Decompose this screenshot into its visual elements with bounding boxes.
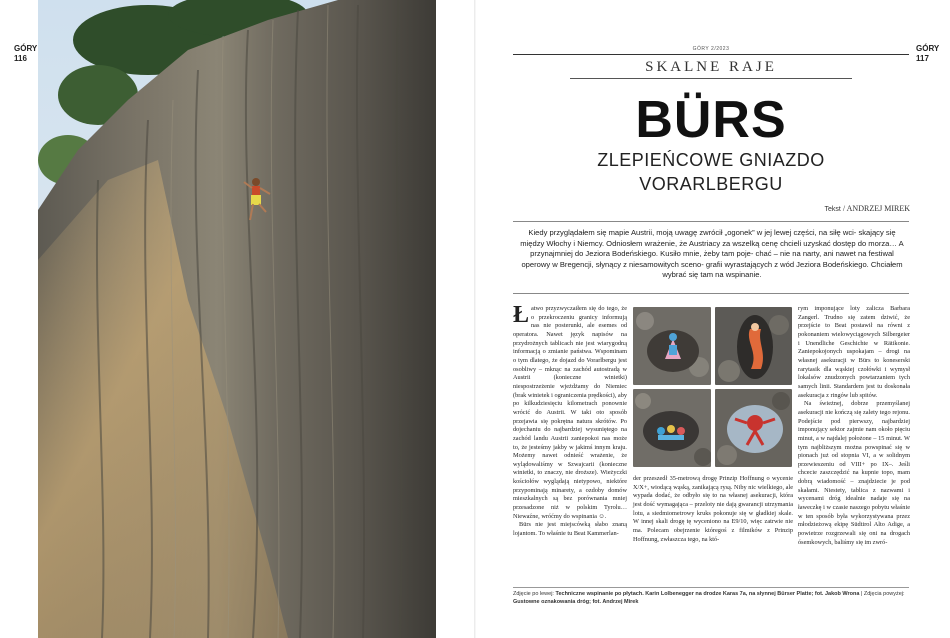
column-1-text: atwo przyzwyczaiłem się do tego, że o przekroczeniu granicy informują nas nie posterunki, ale esemes od operatora. Nawet język napisów na przydrożnych tablicach nie jest wiarygodną informacją o zmianie państwa. Wspominam o tym dlatego, że dojazd do Vorarlbergu jest osobliwy – mknąc na zachód autostradą w Austrii (konieczne winietki) niespostrzeżenie wjeżdżamy do Niemiec (brak winietek i ograniczenia prędkości), aby po kilkudziesięciu kilometrach ponownie wrócić do Austrii. W taki oto sposób przejawia się pokrętna natura skrótów. Po dojechaniu do najbardziej wysuniętego na zachód landu Austrii zaniepokoi nas może to, że jesteśmy jakby w jakimś innym kraju. Możemy nawet odnieść wrażenie, że wylądowaliśmy w Szwajcarii (konieczne winietki, to znaczy, nie droższe). Wieżyczki kościołów wyglądają nietypowo, niektóre przypominają minarety, a ozdoby domów mieszkalnych są bez porównania mniej przesadzone niż w polskim Tyrolu… Niewaźne, wróćmy do wspinania ☺. [513, 305, 627, 520]
header-rule-bottom [570, 78, 852, 79]
stone-photo-4 [715, 389, 792, 467]
stone-photo-2 [715, 307, 792, 385]
column-2: der przeszedł 35-metrową drogę Prinzip Hoffnung o wycenie X/X+, wiodącą wąską, zanikającą rysą. Niby nic wielkiego, ale wypada dodać, że odbyło się to na własnej asekuracji, która jest dość wymagająca – przeloty nie dają gwarancji utrzymania lotu, a siedmiometrowy kruks pokonuje się w gładkiej skale. W innej skali drogę tę wyceniono na E9/10, więc zatrwie nie ma. Polecam obejrzenie któregoś z filmików z Prinzip Hoffnung, zwłaszcza tego, na któ- [633, 475, 793, 543]
article-title: BÜRS [635, 91, 787, 149]
column-1-para-2: Bürs nie jest miejscówką słabo znaną lojantom. To właśnie tu Beat Kammerlan- [513, 521, 627, 538]
page-number-right: 117 [916, 54, 929, 63]
byline-author: / ANDRZEJ MIREK [842, 204, 910, 213]
subtitle-line-2: VORARLBERGU [639, 174, 783, 194]
lead-rule-bottom [513, 293, 909, 294]
magazine-logo-left: GÓRY [14, 44, 38, 53]
page-number-left: 116 [14, 54, 27, 63]
section-kicker: SKALNE RAJE [645, 59, 777, 75]
issue-label: GÓRY 2/2023 [692, 46, 730, 52]
column-3-para-2: Na świeżnej, dobrze przemyślanej asekuracji nie kończą się zalety tego rejonu. Podejście pod pierwszy, najbardziej imponujący sektor zajmie nam około pięciu minut, a w najdalej położone – 15 minut. W tym najbliższym można powspinać się w pionach już od stopnia VI, a w solidnym przewieszeniu od VIII+ po IX–. Jeśli chcecie zaszczędzić na kupnie topo, mam dobrą wiadomość – znajdziecie je pod skałami. Niestety, tablica z nazwami i wycenami dróg idealnie nadaje się na ławeczkę i w czasie naszego pobytu właśnie w ten sposób była wykorzystywana przez młodzieżową ekipę Südtirol Alto Adige, a powietrze rozgrzewali się oni na drogach ósemkowych, baliśmy się im zwró- [798, 400, 910, 546]
stone-photo-1 [633, 307, 711, 385]
spine [474, 0, 476, 638]
byline [640, 204, 910, 213]
caption-above-text: Gustowne oznakowania dróg; fot. Andrzej Mirek [513, 598, 639, 605]
drop-cap: Ł [513, 302, 530, 328]
right-folio [916, 44, 939, 64]
byline-label: Tekst [824, 206, 841, 213]
rock-wall-illustration [38, 0, 436, 638]
stone-photo-3 [633, 389, 711, 467]
caption-left-text: Techniczne wspinanie po płytach. Karin Lolbenegger na drodze Karas 7a, na słynnej Bürser Platte; fot. Jakob Wrona [555, 591, 860, 597]
magazine-logo-right: GÓRY [916, 44, 940, 53]
column-1 [513, 302, 627, 539]
header-rule-top [513, 54, 909, 55]
left-folio [14, 44, 37, 64]
caption-rule [513, 587, 909, 588]
column-3 [798, 305, 910, 547]
lead-rule-top [513, 221, 909, 222]
caption-prefix-left: Zdjęcie po lewej: [513, 591, 556, 597]
photo-caption [513, 591, 909, 606]
subtitle-line-1: ZLEPIEŃCOWE GNIAZDO [597, 150, 825, 170]
column-3-text: rym imponujące loty zalicza Barbara Zangerl. Trudno się zatem dziwić, że przejście to Beat postawił na równi z pokonaniem wielowyciągowych Silbergeier i Unendliche Geschichte w Rätikonie. Zaniepokojonych uspokajam – drogi na własnej asekuracji w Bürs to koneserski rarytasik dla wąskiej czołówki i wymysł lokalsów znudzonych powtarzaniem tych samych linii. Standardem jest tu doskonała asekuracja z ringów lub spitów. [798, 305, 910, 399]
article-subtitle [513, 148, 909, 196]
lead-paragraph: Kiedy przyglądałem się mapie Austrii, moją uwagę zwrócił „ogonek” w jej lewej części, na siłę wci- skający się między Włochy i Niemcy. Odniosłem wrażenie, że Austriacy za wszelką cenę chcieli uzyskać dostęp do morza… A przynajmniej do Jeziora Bodeńskiego. Kusiło mnie, żeby tam poje- chać – nie na narty, ani nawet na festiwal operowy w Bregencji, słynący z niesamowitych sceno- grafii wyrastających z wód Jeziora Bodeńskiego. Chciałem wybrać się tam na wspinanie. [520, 228, 904, 280]
caption-prefix-above: | Zdjęcia powyżej: [859, 591, 905, 597]
climbing-photo [38, 0, 436, 638]
